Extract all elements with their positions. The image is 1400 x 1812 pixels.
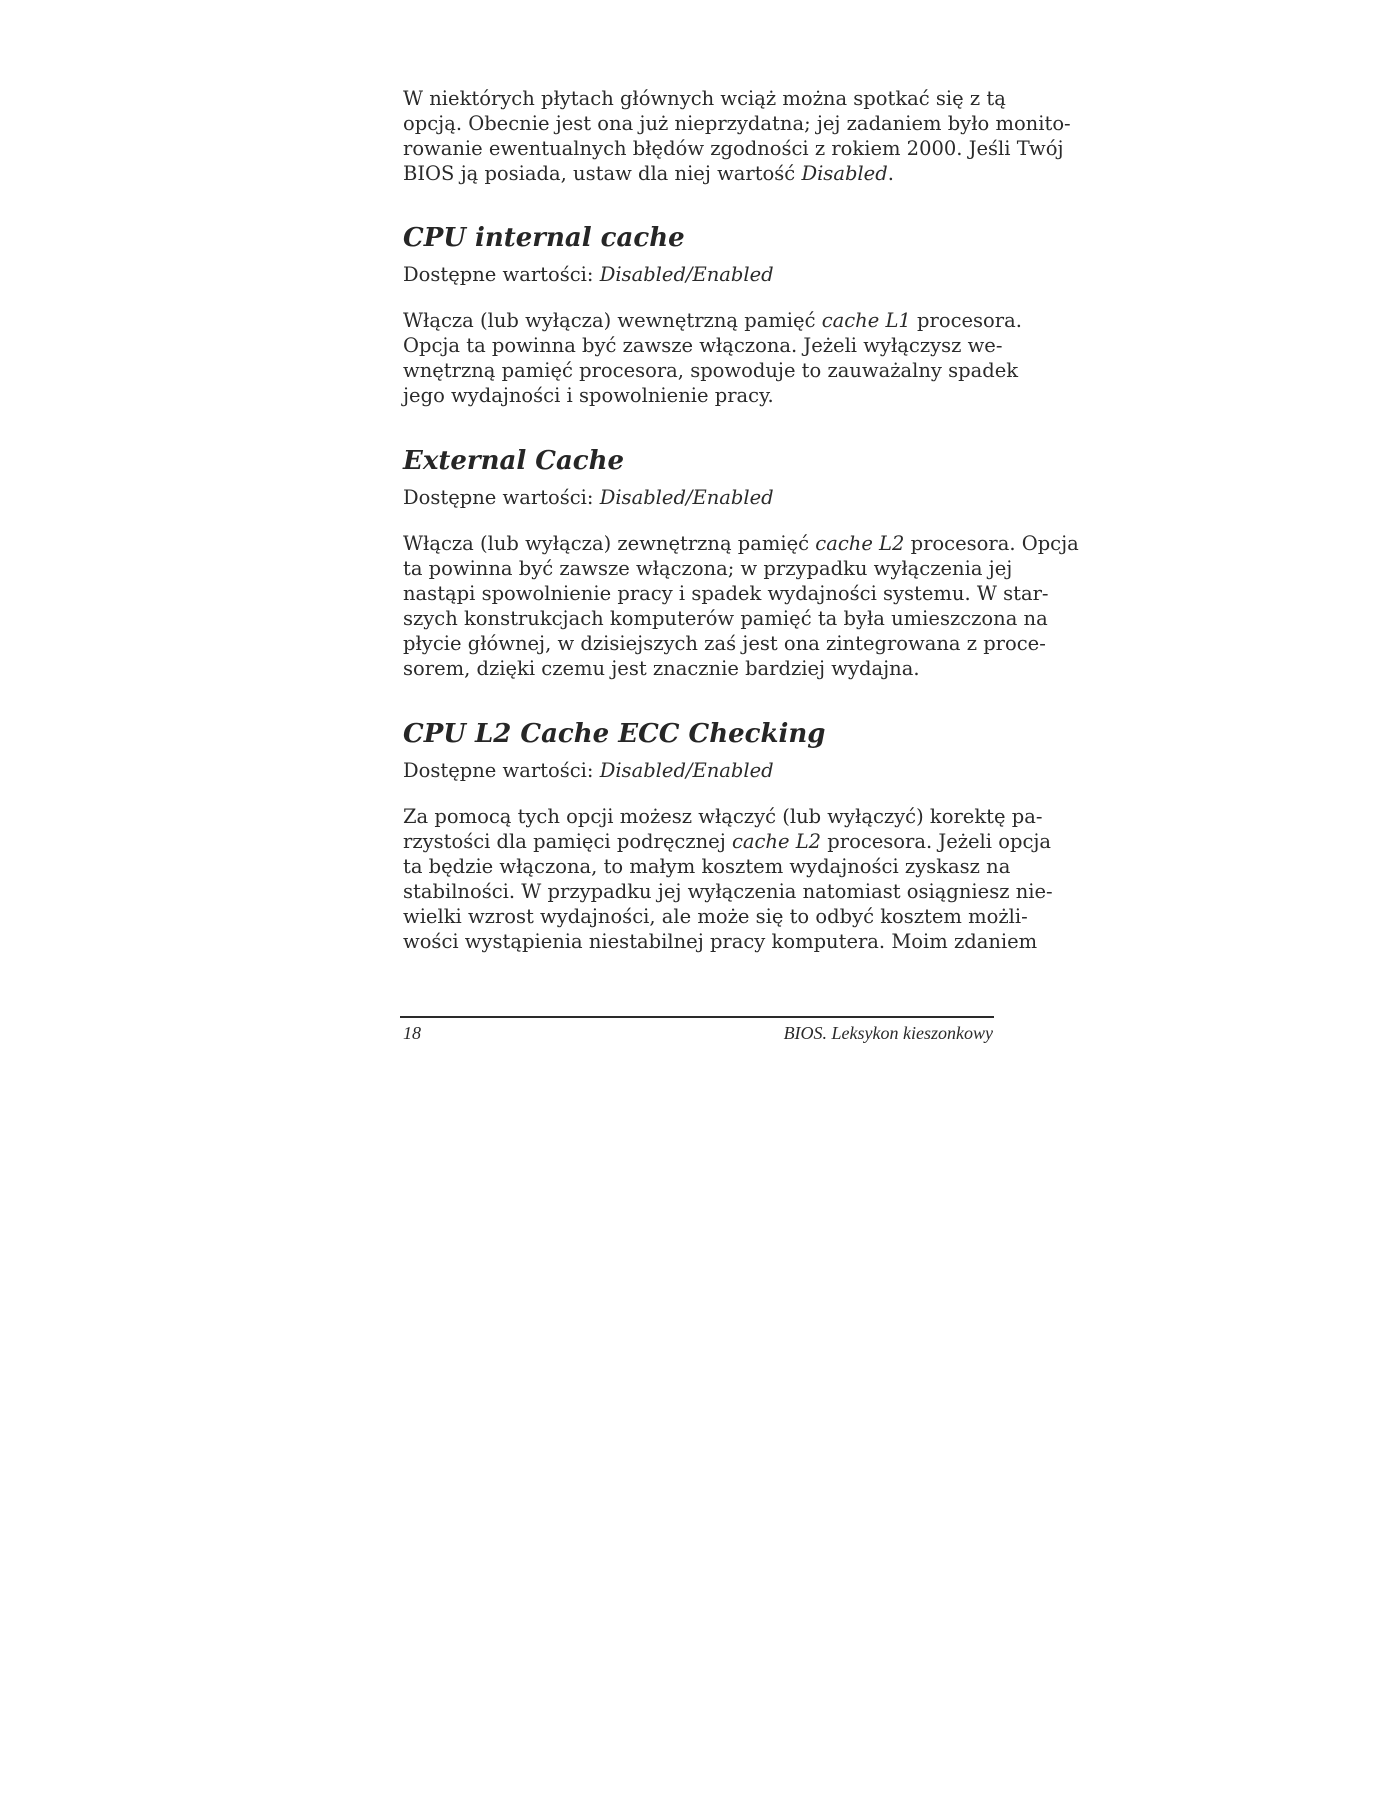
intro-italic-value: Disabled	[801, 162, 888, 185]
cache-term: cache L1	[821, 309, 911, 332]
paragraph-line: szych konstrukcjach komputerów pamięć ta była umieszczona na	[403, 607, 1048, 630]
values-value: Disabled/Enabled	[599, 759, 774, 782]
cache-term: cache L2	[815, 532, 905, 555]
section-heading: External Cache	[403, 446, 625, 476]
section-heading: CPU internal cache	[403, 223, 685, 253]
page-footer	[403, 1022, 993, 1044]
available-values	[403, 485, 993, 510]
paragraph-line: ta będzie włączona, to małym kosztem wydajności zyskasz na	[403, 855, 1011, 878]
section-paragraph	[403, 804, 1053, 954]
values-value: Disabled/Enabled	[599, 263, 774, 286]
intro-line-last	[403, 161, 993, 186]
section-paragraph	[403, 531, 1079, 681]
values-label: Dostępne wartości:	[403, 486, 600, 509]
intro-paragraph	[403, 86, 1071, 186]
paragraph-line: rzystości dla pamięci podręcznej cache L2 procesora. Jeżeli opcja	[403, 830, 1052, 853]
paragraph-line: ta powinna być zawsze włączona; w przypadku wyłączenia jej	[403, 557, 1013, 580]
paragraph-line: Za pomocą tych opcji możesz włączyć (lub wyłączyć) korektę pa-	[403, 805, 1043, 828]
page-number: 18	[403, 1023, 421, 1043]
book-title: BIOS. Leksykon kieszonkowy	[783, 1023, 993, 1043]
intro-line: rowanie ewentualnych błędów zgodności z rokiem 2000. Jeśli Twój	[403, 137, 1064, 160]
section-heading: CPU L2 Cache ECC Checking	[403, 719, 826, 749]
footer-rule	[400, 1016, 994, 1018]
cache-term: cache L2	[731, 830, 822, 853]
paragraph-line: wnętrzną pamięć procesora, spowoduje to zauważalny spadek	[403, 359, 1019, 382]
paragraph-line: wielki wzrost wydajności, ale może się to odbyć kosztem możli-	[403, 905, 1028, 928]
intro-tail: .	[887, 162, 894, 185]
paragraph-line: Włącza (lub wyłącza) zewnętrzną pamięć cache L2 procesora. Opcja	[403, 532, 1079, 555]
paragraph-line: wości wystąpienia niestabilnej pracy komputera. Moim zdaniem	[403, 930, 1038, 953]
intro-line: BIOS ją posiada, ustaw dla niej wartość	[403, 162, 802, 185]
values-label: Dostępne wartości:	[403, 759, 600, 782]
page-content	[403, 86, 1079, 954]
paragraph-line: jego wydajności i spowolnienie pracy.	[403, 384, 774, 407]
paragraph-line: Włącza (lub wyłącza) wewnętrzną pamięć cache L1 procesora.	[403, 309, 1022, 332]
intro-line: opcją. Obecnie jest ona już nieprzydatna; jej zadaniem było monito-	[403, 112, 1071, 135]
available-values	[403, 262, 993, 287]
available-values	[403, 758, 993, 783]
intro-line: W niektórych płytach głównych wciąż można spotkać się z tą	[403, 87, 1006, 110]
section-paragraph	[403, 308, 1022, 408]
paragraph-line: Opcja ta powinna być zawsze włączona. Jeżeli wyłączysz we-	[403, 334, 1003, 357]
paragraph-line: płycie głównej, w dzisiejszych zaś jest ona zintegrowana z proce-	[403, 632, 1046, 655]
values-label: Dostępne wartości:	[403, 263, 600, 286]
values-value: Disabled/Enabled	[599, 486, 774, 509]
paragraph-line: sorem, dzięki czemu jest znacznie bardziej wydajna.	[403, 657, 920, 680]
paragraph-line: stabilności. W przypadku jej wyłączenia natomiast osiągniesz nie-	[403, 880, 1053, 903]
paragraph-line: nastąpi spowolnienie pracy i spadek wydajności systemu. W star-	[403, 582, 1049, 605]
